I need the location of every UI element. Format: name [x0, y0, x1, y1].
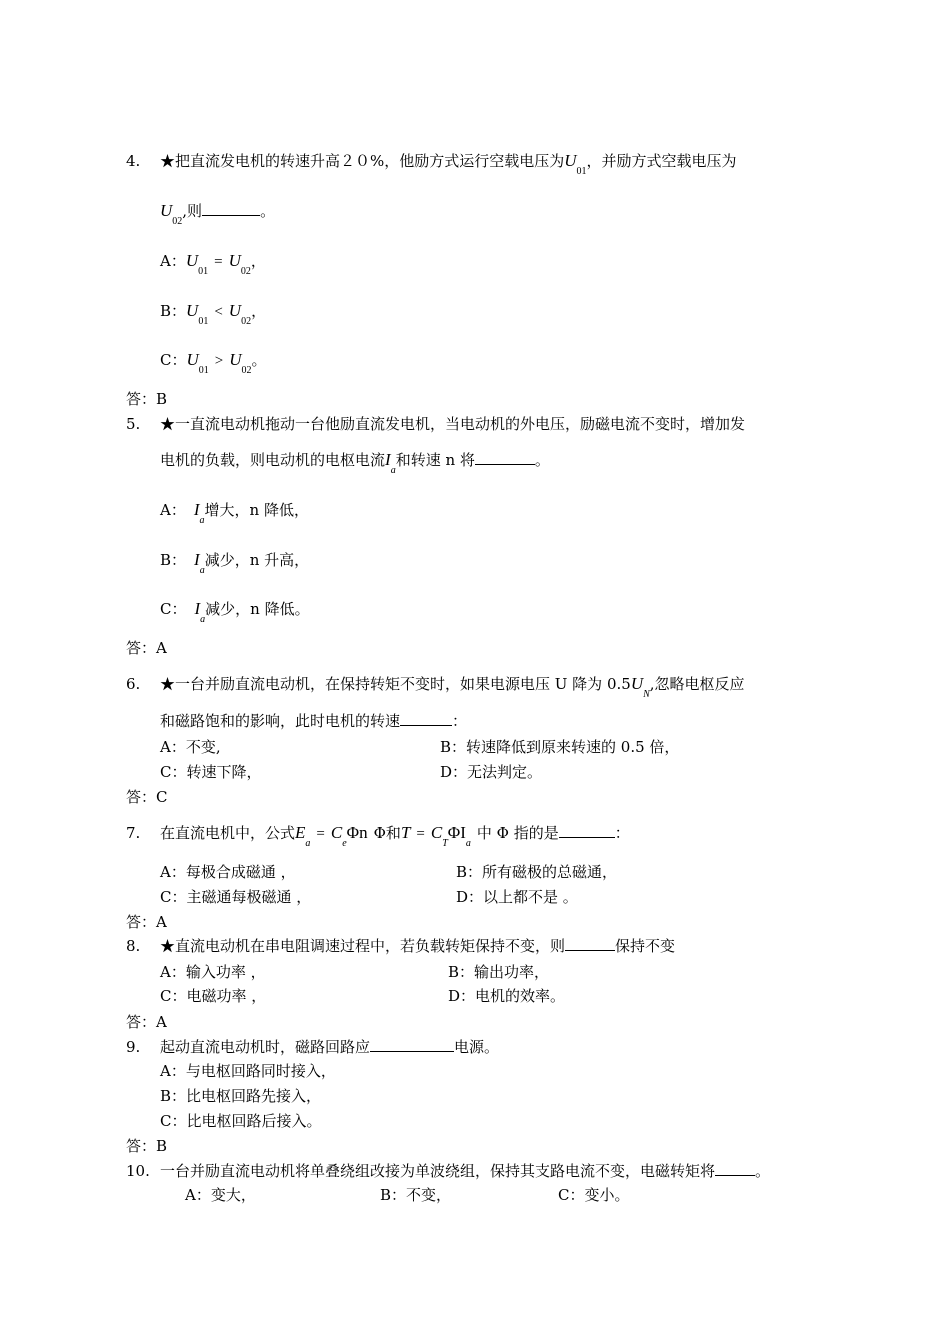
q4-option-c: C：$U_{01}> U_{02}$。 — [160, 350, 267, 376]
q10-option-a: A：变大， — [185, 1186, 256, 1204]
q7-option-d: D：以上都不是 。 — [456, 888, 578, 906]
q5-stem-line1: ★一直流电动机拖动一台他励直流发电机，当电动机的外电压，励磁电流不变时，增加发 — [160, 415, 746, 433]
q5-number: 5. — [126, 415, 141, 433]
q7-option-b: B：所有磁极的总磁通， — [456, 863, 618, 881]
q10-option-b: B：不变， — [380, 1186, 452, 1204]
q8-stem: ★直流电动机在串电阻调速过程中，若负载转矩保持不变，则 保持不变 — [160, 937, 676, 955]
q9-option-c: C：比电枢回路后接入。 — [160, 1112, 322, 1130]
q9-option-a: A：与电枢回路同时接入， — [160, 1062, 336, 1080]
answer-blank — [370, 1037, 454, 1052]
answer-blank — [715, 1161, 755, 1176]
answer-blank — [475, 450, 535, 465]
q5-option-b: B： $I_a$减少，n 升高， — [160, 550, 310, 576]
q5-stem-line2: 电机的负载，则电动机的电枢电流$I_a$和转速 n 将 。 — [160, 450, 550, 476]
answer-blank — [400, 711, 452, 726]
q6-stem-line1: ★一台并励直流电动机，在保持转矩不变时，如果电源电压 U 降为 $0.5U_N$,忽略电枢反应 — [160, 674, 745, 700]
q10-stem: 一台并励直流电动机将单叠绕组改接为单波绕组，保持其支路电流不变，电磁转矩将 。 — [160, 1162, 771, 1180]
q4-option-b: B：$U_{01}< U_{02}$， — [160, 301, 267, 327]
q6-option-c: C：转速下降， — [160, 763, 262, 781]
q10-number: 10. — [126, 1162, 150, 1180]
q7-answer: 答：A — [126, 913, 167, 931]
q9-number: 9. — [126, 1038, 141, 1056]
q7-stem: 在直流电机中，公式$E_a= C_e\Phi n$ Φ和$T = C_T\Phi I_a$中 Φ 指的是 ： — [160, 823, 630, 849]
q4-option-a: A：$U_{01}= U_{02}$， — [160, 251, 266, 277]
q9-option-b: B：比电枢回路先接入， — [160, 1087, 322, 1105]
q7-number: 7. — [126, 824, 141, 842]
q5-answer: 答：A — [126, 639, 167, 657]
q8-answer: 答：A — [126, 1013, 167, 1031]
answer-blank — [559, 823, 615, 838]
q4-stem-line2: $U_{02}$,则 。 — [160, 201, 276, 227]
q6-stem-line2: 和磁路饱和的影响，此时电机的转速 ： — [160, 712, 468, 730]
q8-option-a: A：输入功率 ， — [160, 963, 266, 981]
q8-number: 8. — [126, 937, 141, 955]
q7-option-c: C：主磁通每极磁通 ， — [160, 888, 312, 906]
q6-answer: 答：C — [126, 788, 168, 806]
q6-number: 6. — [126, 675, 141, 693]
q5-option-c: C： $I_a$减少，n 降低。 — [160, 599, 310, 625]
q6-option-b: B：转速降低到原来转速的 0.5 倍， — [440, 738, 680, 756]
q9-answer: 答：B — [126, 1137, 168, 1155]
q4-number: 4. — [126, 152, 141, 170]
answer-blank — [565, 936, 615, 951]
q7-option-a: A：每极合成磁通 ， — [160, 863, 296, 881]
q8-option-c: C：电磁功率 ， — [160, 987, 267, 1005]
q10-option-c: C：变小。 — [558, 1186, 630, 1204]
q5-option-a: A： $I_a$增大，n 降低， — [160, 500, 309, 526]
q9-stem: 起动直流电动机时，磁路回路应 电源。 — [160, 1038, 500, 1056]
q4-stem-line1: ★把直流发电机的转速升高２０%，他励方式运行空载电压为$U_{01}$，并励方式空载电压为 — [160, 151, 737, 177]
q4-answer: 答：B — [126, 390, 168, 408]
q8-option-d: D：电机的效率。 — [448, 987, 566, 1005]
q6-option-d: D：无法判定。 — [440, 763, 543, 781]
answer-blank — [202, 201, 260, 216]
q6-option-a: A：不变, — [160, 738, 221, 756]
q8-option-b: B：输出功率， — [448, 963, 550, 981]
